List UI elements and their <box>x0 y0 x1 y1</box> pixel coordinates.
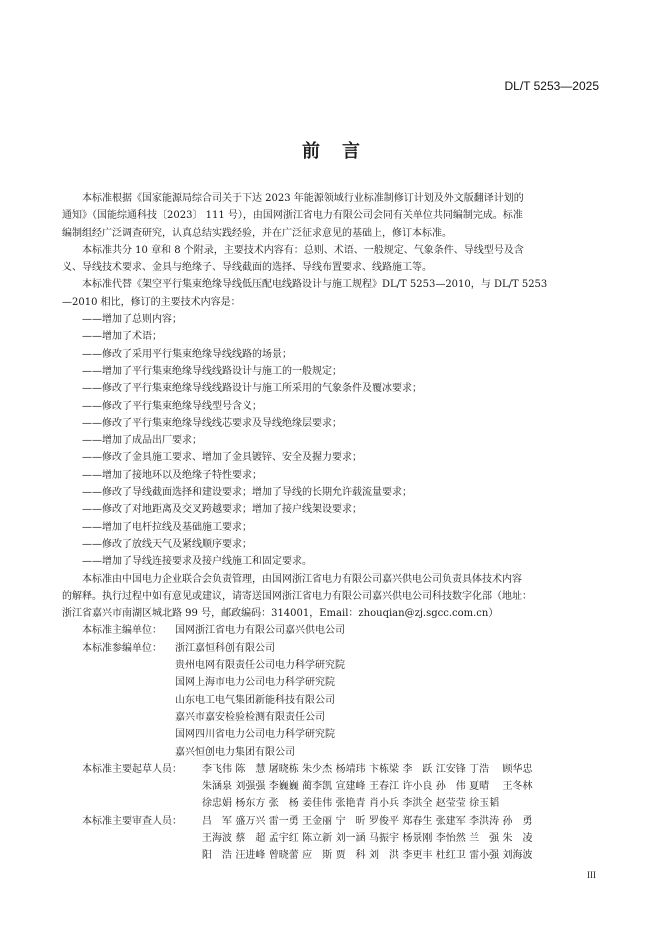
chief-units-label: 本标准主编单位： <box>82 625 162 637</box>
reviewers-name: 汪进峰 <box>235 850 266 862</box>
drafters-name: 杨靖玮 <box>335 763 366 775</box>
paragraph-basis <box>62 190 602 242</box>
participating-units-block <box>62 640 602 761</box>
participating-units-label: 本标准参编单位： <box>82 642 162 654</box>
reviewers-name: 应 斯 <box>302 850 333 862</box>
drafters-name: 江安锋 <box>435 763 466 775</box>
page-title: 前言 <box>302 141 382 162</box>
drafters-name: 许小良 <box>402 781 433 793</box>
participating-unit: 嘉兴市嘉安检验检测有限责任公司 <box>175 711 325 723</box>
paragraph-management <box>62 571 602 623</box>
text-line: 的解释。执行过程中如有意见或建议，请寄送国网浙江省电力有限公司嘉兴供电公司科技数字化部（地址： <box>62 590 532 602</box>
participating-unit: 嘉兴恒创电力集团有限公司 <box>175 746 295 758</box>
reviewers-name: 蔡 超 <box>235 832 266 844</box>
text-line: 本标准根据《国家能源局综合司关于下达 2023 年能源领域行业标准制修订计划及外文版翻译计划的 <box>82 193 524 204</box>
drafters-name: 宣建峰 <box>335 781 366 793</box>
reviewers-name: 杨景刚 <box>402 832 433 844</box>
paragraph-replaces <box>62 276 602 311</box>
reviewers-name: 李更丰 <box>402 850 433 862</box>
participating-unit: 国网上海市电力公司电力科学研究院 <box>175 677 335 689</box>
reviewers-name: 朱 凌 <box>502 832 533 844</box>
list-item: ——增加了术语； <box>82 331 162 343</box>
list-item: ——修改了导线截面选择和建设要求；增加了导线的长期允许载流量要求； <box>82 487 412 499</box>
text-line: 通知》（国能综通科技〔2023〕 111 号），由国网浙江省电力有限公司会同有关单位共同编制完成。标准 <box>62 210 523 222</box>
drafters-name: 姜佳伟 <box>302 798 333 810</box>
drafters-name: 徐忠娟 <box>202 798 232 810</box>
list-item: ——增加了导线连接要求及接户线施工和固定要求。 <box>82 556 312 568</box>
reviewers-name: 王金丽 <box>302 815 333 827</box>
list-item: ——修改了放线天气及紧线顺序要求； <box>82 538 252 550</box>
reviewers-block <box>62 813 602 865</box>
reviewers-name: 刘 洪 <box>368 850 399 862</box>
reviewers-grid <box>202 813 602 865</box>
reviewers-name: 李怡然 <box>435 832 466 844</box>
reviewers-line <box>202 830 602 847</box>
page-number: III <box>587 870 596 880</box>
reviewers-name: 阳 浩 <box>202 850 232 862</box>
text-line: 浙江省嘉兴市南湖区城北路 99 号，邮政编码：314001，Email：zhouqian@zj.sgcc.com.cn） <box>62 608 499 620</box>
reviewers-name: 吕 军 <box>202 815 232 827</box>
reviewers-name: 兰 强 <box>469 832 500 844</box>
reviewers-name: 雷小强 <box>469 850 500 862</box>
reviewers-name: 罗俊平 <box>368 815 399 827</box>
reviewers-name: 孟宇红 <box>268 832 299 844</box>
list-item: ——增加了电杆拉线及基础施工要求； <box>82 521 252 533</box>
paragraph-contents <box>62 242 602 277</box>
text-line: 本标准共分 10 章和 8 个附录，主要技术内容有：总则、术语、一般规定、气象条件、导线型号及含 <box>82 244 524 256</box>
list-item: ——修改了金具施工要求、增加了金具镀锌、安全及握力要求； <box>82 452 362 464</box>
drafters-name: 李飞伟 <box>202 763 232 775</box>
drafters-name: 孙 伟 <box>435 781 466 793</box>
text-line: 编制组经广泛调查研究，认真总结实践经验，并在广泛征求意见的基础上，修订本标准。 <box>62 227 452 239</box>
reviewers-name: 郑春生 <box>402 815 433 827</box>
drafters-name: 卞栋梁 <box>368 763 399 775</box>
drafters-name: 朱少杰 <box>302 763 333 775</box>
reviewers-name: 盛万兴 <box>235 815 266 827</box>
drafters-label: 本标准主要起草人员： <box>82 763 182 775</box>
participating-unit: 国网四川省电力公司电力科学研究院 <box>175 729 335 741</box>
drafters-name: 夏晴 <box>469 781 490 793</box>
participating-unit: 浙江嘉恒科创有限公司 <box>175 642 275 654</box>
list-item: ——增加了接地环以及绝缘子特性要求； <box>82 469 262 481</box>
reviewers-name: 贾 科 <box>335 850 366 862</box>
drafters-name: 刘强强 <box>235 781 266 793</box>
list-item: ——修改了平行集束绝缘导线线路设计与施工所采用的气象条件及覆冰要求； <box>82 383 422 395</box>
drafters-name: 李 跃 <box>402 763 433 775</box>
list-item: ——增加了成品出厂要求； <box>82 435 202 447</box>
drafters-name: 陈 慧 <box>235 763 266 775</box>
drafters-block <box>62 761 602 813</box>
drafters-name: 张 杨 <box>268 798 299 810</box>
chief-units-block <box>62 622 602 639</box>
reviewers-label: 本标准主要审查人员： <box>82 815 182 827</box>
participating-unit: 山东电工电气集团新能科技有限公司 <box>175 694 335 706</box>
text-line: 义、导线技术要求、金具与绝缘子、导线截面的选择、导线布置要求、线路施工等。 <box>62 262 432 274</box>
reviewers-name: 雷一勇 <box>268 815 299 827</box>
document-body <box>62 190 602 865</box>
drafters-line <box>202 761 602 778</box>
list-item: ——修改了平行集束绝缘导线线芯要求及导线绝缘层要求； <box>82 417 342 429</box>
drafters-grid <box>202 761 602 813</box>
reviewers-line <box>202 847 602 864</box>
text-line: —2010 相比，修订的主要技术内容是： <box>62 296 241 308</box>
list-item: ——修改了平行集束绝缘导线型号含义； <box>82 400 262 412</box>
drafters-name: 张艳青 <box>335 798 366 810</box>
text-line: 本标准代替《架空平行集束绝缘导线低压配电线路设计与施工规程》DL/T 5253—2010，与 DL/T 5253 <box>82 279 548 291</box>
list-item: ——增加了总则内容； <box>82 314 182 326</box>
drafters-name: 杨东方 <box>235 798 266 810</box>
reviewers-name: 陈立新 <box>302 832 333 844</box>
standard-code: DL/T 5253—2025 <box>504 79 599 93</box>
reviewers-name: 王海波 <box>202 832 232 844</box>
drafters-name: 肖小兵 <box>368 798 399 810</box>
chief-unit: 国网浙江省电力有限公司嘉兴供电公司 <box>175 625 345 637</box>
reviewers-name: 张建军 <box>435 815 466 827</box>
reviewers-name: 马振宇 <box>368 832 399 844</box>
drafters-line <box>202 795 602 812</box>
text-line: 本标准由中国电力企业联合会负责管理，由国网浙江省电力有限公司嘉兴供电公司负责具体技术内容 <box>82 573 522 585</box>
list-item: ——修改了对地距离及交叉跨越要求；增加了接户线架设要求； <box>82 504 362 516</box>
reviewers-name: 刘一涵 <box>335 832 366 844</box>
reviewers-name: 孙 勇 <box>502 815 533 827</box>
drafters-name: 顾华忠 <box>502 763 533 775</box>
list-item: ——修改了采用平行集束绝缘导线线路的场景； <box>82 348 292 360</box>
drafters-name: 丁浩 <box>469 763 490 775</box>
drafters-name: 李洪全 <box>402 798 433 810</box>
reviewers-name: 曾晓蕾 <box>268 850 299 862</box>
drafters-name: 李巍巍 <box>268 781 299 793</box>
drafters-name: 王冬林 <box>502 781 533 793</box>
drafters-line <box>202 778 602 795</box>
reviewers-name: 刘海波 <box>502 850 533 862</box>
changes-list <box>62 311 602 570</box>
list-item: ——增加了平行集束绝缘导线线路设计与施工的一般规定； <box>82 365 342 377</box>
drafters-name: 屠晓栋 <box>268 763 299 775</box>
reviewers-name: 李洪涛 <box>469 815 500 827</box>
drafters-name: 蔺李凯 <box>302 781 333 793</box>
participating-unit: 贵州电网有限责任公司电力科学研究院 <box>175 660 345 672</box>
drafters-name: 赵莹莹 <box>435 798 466 810</box>
reviewers-name: 杜红卫 <box>435 850 466 862</box>
drafters-name: 徐玉韬 <box>469 798 500 810</box>
reviewers-line <box>202 813 602 830</box>
drafters-name: 朱涵泉 <box>202 781 232 793</box>
reviewers-name: 宁 昕 <box>335 815 366 827</box>
drafters-name: 王春江 <box>368 781 399 793</box>
